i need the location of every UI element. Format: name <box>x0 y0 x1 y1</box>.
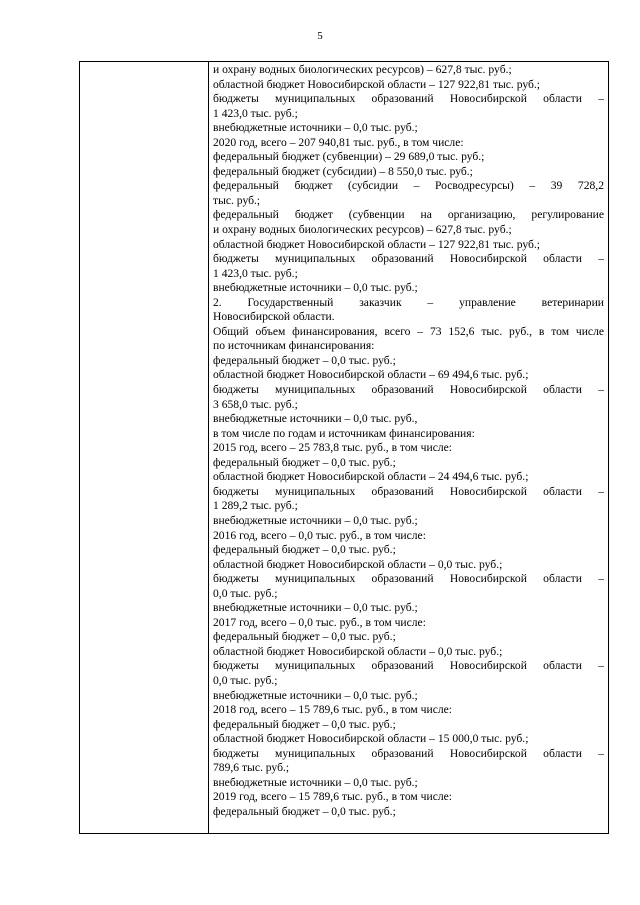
text-line: бюджеты муниципальных образований Новосибирской области – <box>213 572 604 586</box>
text-line: федеральный бюджет (субсидии) – 8 550,0 тыс. руб.; <box>213 164 473 178</box>
text-line: бюджеты муниципальных образований Новосибирской области – <box>213 484 604 498</box>
text-line: федеральный бюджет – 0,0 тыс. руб.; <box>213 717 396 731</box>
text-line: федеральный бюджет (субсидии – Росводресурсы) – 39 728,2 <box>213 179 604 193</box>
table-left-cell <box>80 62 209 833</box>
text-line: областной бюджет Новосибирской области – 127 922,81 тыс. руб.; <box>213 237 541 251</box>
text-line: внебюджетные источники – 0,0 тыс. руб.; <box>213 688 418 702</box>
financing-table <box>79 61 609 834</box>
text-line: 3 658,0 тыс. руб.; <box>213 397 298 411</box>
text-line: областной бюджет Новосибирской области – 0,0 тыс. руб.; <box>213 557 503 571</box>
text-line: 0,0 тыс. руб.; <box>213 673 278 687</box>
text-line: бюджеты муниципальных образований Новосибирской области – <box>213 92 604 106</box>
text-line: 2015 год, всего – 25 783,8 тыс. руб., в том числе: <box>213 441 452 455</box>
text-line: внебюджетные источники – 0,0 тыс. руб., <box>213 412 418 426</box>
text-line: внебюджетные источники – 0,0 тыс. руб.; <box>213 601 418 615</box>
text-line: внебюджетные источники – 0,0 тыс. руб.; <box>213 513 418 527</box>
text-line: Новосибирской области. <box>213 310 335 324</box>
text-line: внебюджетные источники – 0,0 тыс. руб.; <box>213 775 418 789</box>
text-line: областной бюджет Новосибирской области – 127 922,81 тыс. руб.; <box>213 77 541 91</box>
text-line: тыс. руб.; <box>213 193 261 207</box>
text-line: бюджеты муниципальных образований Новосибирской области – <box>213 383 604 397</box>
text-line: внебюджетные источники – 0,0 тыс. руб.; <box>213 121 418 135</box>
text-line: бюджеты муниципальных образований Новосибирской области – <box>213 252 604 266</box>
text-line: 0,0 тыс. руб.; <box>213 586 278 600</box>
text-line: федеральный бюджет – 0,0 тыс. руб.; <box>213 804 396 818</box>
text-line: федеральный бюджет – 0,0 тыс. руб.; <box>213 543 396 557</box>
text-line: 2018 год, всего – 15 789,6 тыс. руб., в том числе: <box>213 703 452 717</box>
text-line: в том числе по годам и источникам финансирования: <box>213 426 475 440</box>
text-line: 2019 год, всего – 15 789,6 тыс. руб., в том числе: <box>213 790 452 804</box>
text-line: федеральный бюджет – 0,0 тыс. руб.; <box>213 455 396 469</box>
page-number: 5 <box>317 30 323 42</box>
text-line: 2016 год, всего – 0,0 тыс. руб., в том числе: <box>213 528 426 542</box>
text-line: областной бюджет Новосибирской области – 69 494,6 тыс. руб.; <box>213 368 529 382</box>
text-line: 1 423,0 тыс. руб.; <box>213 106 298 120</box>
text-line: 2017 год, всего – 0,0 тыс. руб., в том числе: <box>213 615 426 629</box>
text-line: федеральный бюджет (субвенции на организацию, регулирование <box>213 208 604 222</box>
text-line: и охрану водных биологических ресурсов) – 627,8 тыс. руб.; <box>213 63 512 76</box>
text-line: Общий объем финансирования, всего – 73 152,6 тыс. руб., в том числе <box>213 324 604 338</box>
text-line: 789,6 тыс. руб.; <box>213 761 290 775</box>
text-line: бюджеты муниципальных образований Новосибирской области – <box>213 659 604 673</box>
text-line: 2. Государственный заказчик – управление ветеринарии <box>213 295 604 309</box>
text-line: 1 423,0 тыс. руб.; <box>213 266 298 280</box>
text-line: областной бюджет Новосибирской области – 24 494,6 тыс. руб.; <box>213 470 529 484</box>
text-line: 1 289,2 тыс. руб.; <box>213 499 298 513</box>
text-line: 2020 год, всего – 207 940,81 тыс. руб., в том числе: <box>213 135 464 149</box>
text-line: областной бюджет Новосибирской области – 0,0 тыс. руб.; <box>213 644 503 658</box>
table-text-cell <box>209 62 608 833</box>
text-line: федеральный бюджет – 0,0 тыс. руб.; <box>213 630 396 644</box>
text-line: федеральный бюджет – 0,0 тыс. руб.; <box>213 353 396 367</box>
text-line: и охрану водных биологических ресурсов) – 627,8 тыс. руб.; <box>213 223 512 237</box>
text-line: бюджеты муниципальных образований Новосибирской области – <box>213 746 604 760</box>
text-line: внебюджетные источники – 0,0 тыс. руб.; <box>213 281 418 295</box>
text-line: федеральный бюджет (субвенции) – 29 689,0 тыс. руб.; <box>213 150 485 164</box>
text-line: областной бюджет Новосибирской области – 15 000,0 тыс. руб.; <box>213 732 529 746</box>
text-line: по источникам финансирования: <box>213 339 375 353</box>
